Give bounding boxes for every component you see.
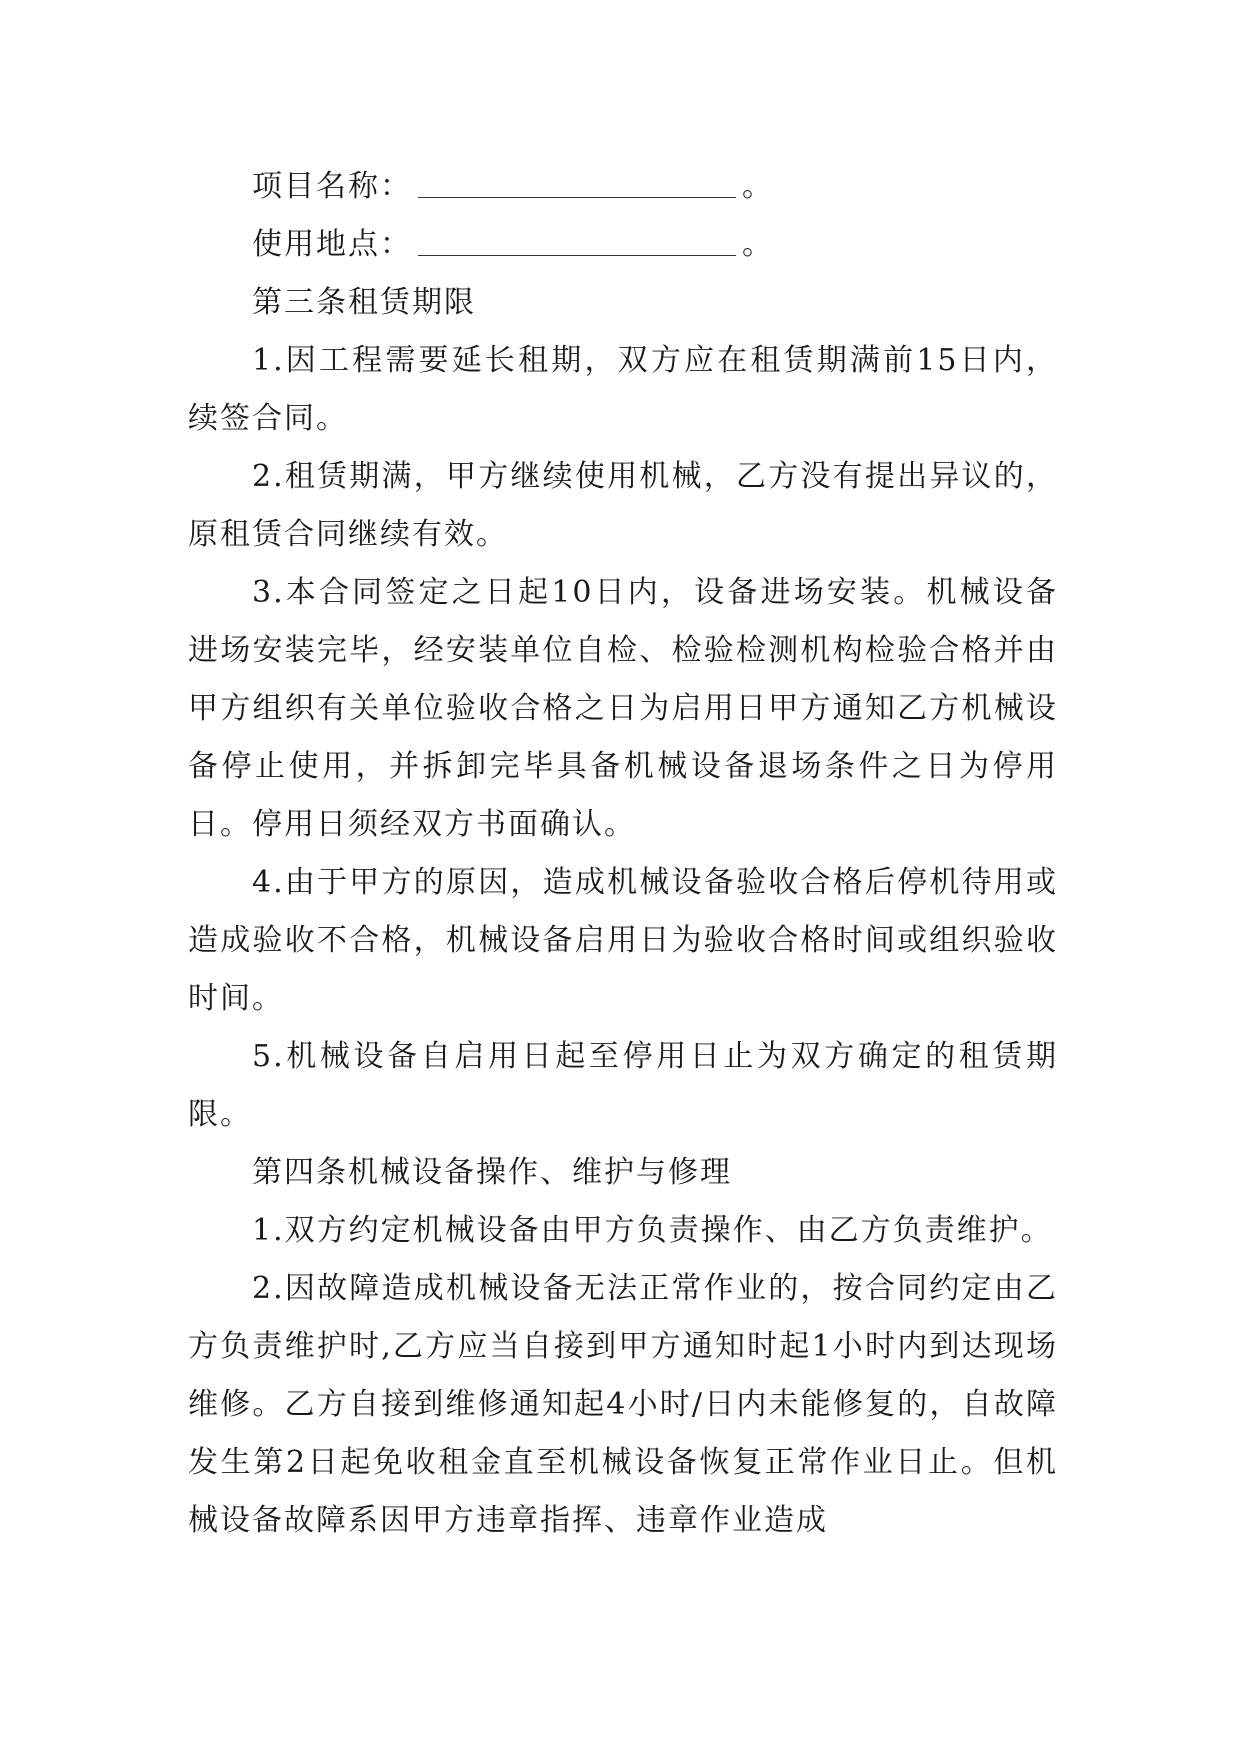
location-end: 。 [742, 227, 774, 262]
section-4-item-2: 2.因故障造成机械设备无法正常作业的，按合同约定由乙方负责维护时,乙方应当自接到甲方通知时起1小时内到达现场维修。乙方自接到维修通知起4小时/日内未能修复的，自故障发生第2日起免收租金直至机械设备恢复正常作业日止。但机械设备故障系因甲方违章指挥、违章作业造成 [188, 1271, 1058, 1538]
section-3-item-4: 4.由于甲方的原因，造成机械设备验收合格后停机待用或造成验收不合格，机械设备启用日为验收合格时间或组织验收时间。 [188, 865, 1058, 1016]
location-field [188, 216, 1058, 274]
section-3-item-5: 5.机械设备自启用日起至停用日止为双方确定的租赁期限。 [188, 1039, 1058, 1132]
project-name-field [188, 158, 1058, 216]
section-3-heading: 第三条租赁期限 [252, 285, 476, 320]
project-name-end: 。 [742, 169, 774, 204]
project-name-blank [418, 167, 736, 198]
section-3-item-1: 1.因工程需要延长租期，双方应在租赁期满前15日内，续签合同。 [188, 343, 1058, 436]
section-4-heading: 第四条机械设备操作、维护与修理 [252, 1155, 732, 1190]
section-3-item-2: 2.租赁期满，甲方继续使用机械，乙方没有提出异议的，原租赁合同继续有效。 [188, 459, 1058, 552]
document-body [188, 158, 1058, 1550]
location-blank [418, 225, 736, 256]
project-name-label: 项目名称： [252, 169, 412, 204]
section-4-item-1: 1.双方约定机械设备由甲方负责操作、由乙方负责维护。 [252, 1213, 1053, 1248]
location-label: 使用地点： [252, 227, 412, 262]
section-3-item-3: 3.本合同签定之日起10日内，设备进场安装。机械设备进场安装完毕，经安装单位自检、检验检测机构检验合格并由甲方组织有关单位验收合格之日为启用日甲方通知乙方机械设备停止使用，并拆卸完毕具备机械设备退场条件之日为停用日。停用日须经双方书面确认。 [188, 575, 1058, 842]
